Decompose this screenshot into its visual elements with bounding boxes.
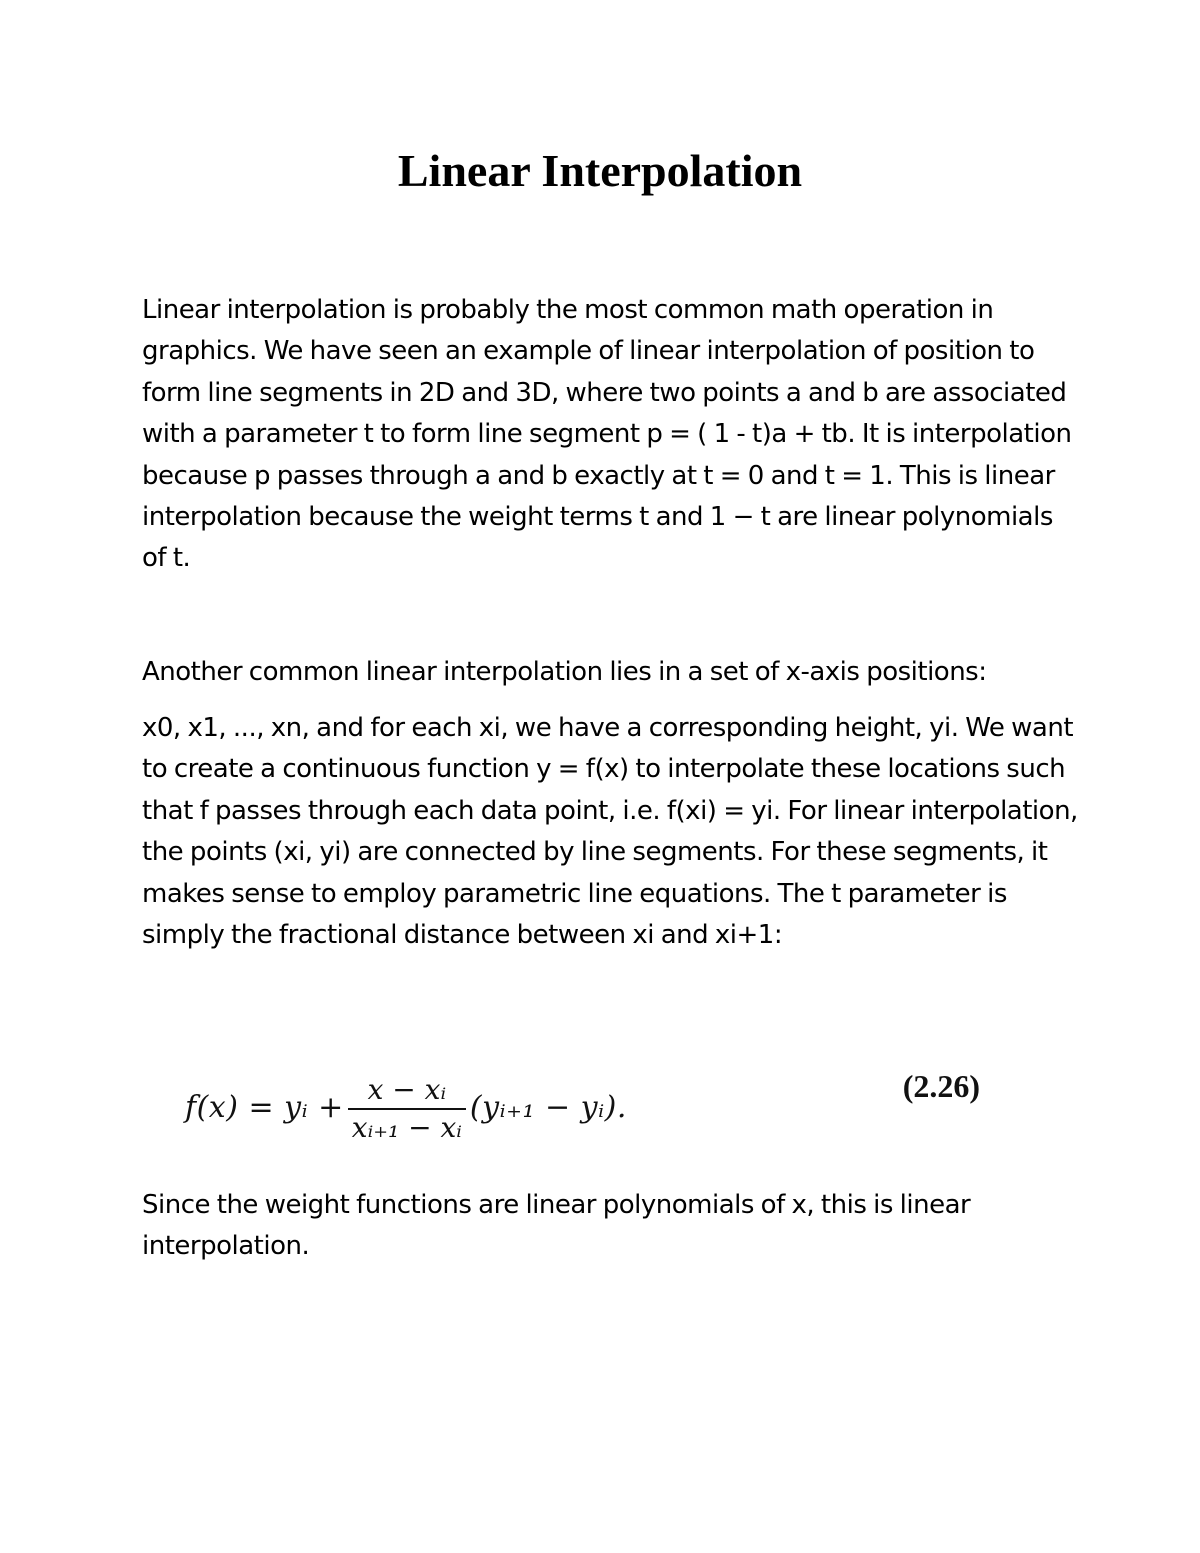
paragraph-intro: Linear interpolation is probably the most common math operation in graphics. We have seen an example of linear interpolation of position to form line segments in 2D and 3D, where two points a and b are associated with a parameter t to form line segment p = ( 1 - t)a + tb. It is interpolation because p passes through a and b exactly at t = 0 and t = 1. This is linear interpolation because the weight terms t and 1 − t are linear polynomials of t. <box>142 295 1072 574</box>
equation-2-26 <box>185 1052 985 1144</box>
equation-rhs: (yᵢ₊₁ − yᵢ). <box>469 1089 627 1125</box>
paragraph-conclusion: Since the weight functions are linear polynomials of x, this is linear interpolation. <box>142 1190 971 1262</box>
equation-fraction <box>348 1072 466 1146</box>
paragraph-positions: x0, x1, ..., xn, and for each xi, we have a corresponding height, yi. We want to create a continuous function y = f(x) to interpolate these locations such that f passes through each data point, i.e. f(xi) = yi. For linear interpolation, the points (xi, yi) are connected by line segments. For these segments, it makes sense to employ parametric line equations. The t parameter is simply the fractional distance between xi and xi+1: <box>142 713 1078 951</box>
fraction-denominator: xᵢ₊₁ − xᵢ <box>351 1111 462 1144</box>
equation-number: (2.26) <box>902 1068 980 1104</box>
equation-lhs: f(x) = yᵢ + <box>185 1089 344 1125</box>
fraction-numerator: x − xᵢ <box>367 1073 447 1106</box>
equation-row <box>185 1070 627 1144</box>
page-title: Linear Interpolation <box>397 145 803 196</box>
paragraph-another: Another common linear interpolation lies in a set of x-axis positions: <box>142 657 987 687</box>
